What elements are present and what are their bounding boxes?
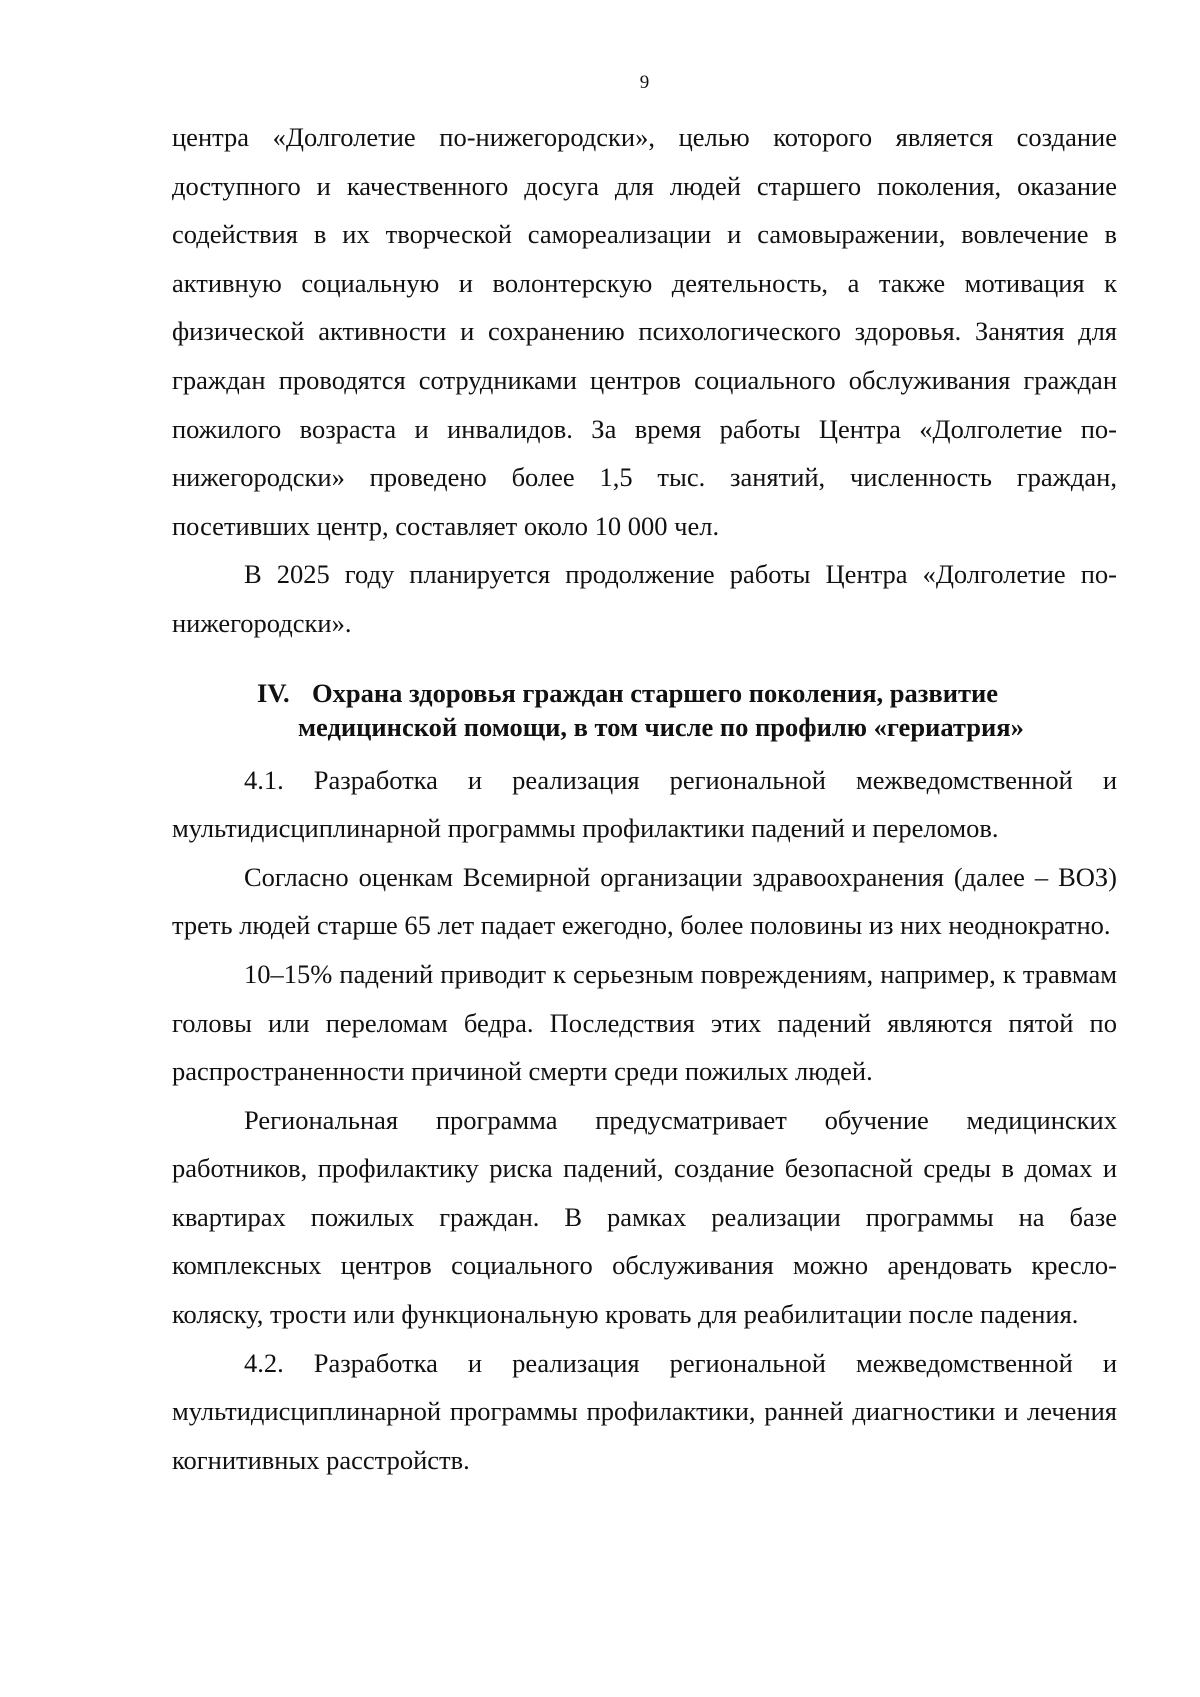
document-page (172, 0, 1117, 1697)
section-title-line-2: медицинской помощи, в том числе по профилю «гериатрия» (298, 711, 1024, 742)
page-number: 9 (639, 72, 650, 93)
section-title-line-1: Охрана здоровья граждан старшего поколения, развитие (312, 677, 999, 708)
paragraph-centre-description: центра «Долголетие по-нижегородски», целью которого является создание доступного и качественного досуга для людей старшего поколения, оказание содействия в их творческой самореализации и самовыражении, вовлечение в активную социальную и волонтерскую деятельность, а также мотивация к физической активности и сохранению психологического здоровья. Занятия для граждан проводятся сотрудниками центров социального обслуживания граждан пожилого возраста и инвалидов. За время работы Центра «Долголетие по-нижегородски» проведено более 1,5 тыс. занятий, численность граждан, посетивших центр, составляет около 10 000 чел. (172, 122, 1117, 541)
paragraph-fall-consequences: 10–15% падений приводит к серьезным повреждениям, например, к травмам головы или переломам бедра. Последствия этих падений являются пятой по распространенности причиной смерти среди пожилых людей. (172, 958, 1117, 1087)
document-body (172, 113, 1117, 1484)
paragraph-who-estimate: Согласно оценкам Всемирной организации здравоохранения (далее – ВОЗ) треть людей старше 65 лет падает ежегодно, более половины из них неоднократно. (172, 861, 1117, 941)
paragraph-item-4-2: 4.2. Разработка и реализация региональной межведомственной и мультидисциплинарной программы профилактики, ранней диагностики и лечения когнитивных расстройств. (172, 1347, 1117, 1475)
paragraph-2025-plan: В 2025 году планируется продолжение работы Центра «Долголетие по-нижегородски». (172, 559, 1117, 638)
paragraph-regional-programme: Региональная программа предусматривает обучение медицинских работников, профилактику риска падений, создание безопасной среды в домах и квартирах пожилых граждан. В рамках реализации программы на базе комплексных центров социального обслуживания можно арендовать кресло-коляску, трости или функциональную кровать для реабилитации после падения. (172, 1104, 1117, 1330)
section-number: IV. (257, 677, 290, 708)
paragraph-item-4-1: 4.1. Разработка и реализация региональной межведомственной и мультидисциплинарной программы профилактики падений и переломов. (172, 764, 1117, 844)
section-heading (172, 676, 1117, 744)
